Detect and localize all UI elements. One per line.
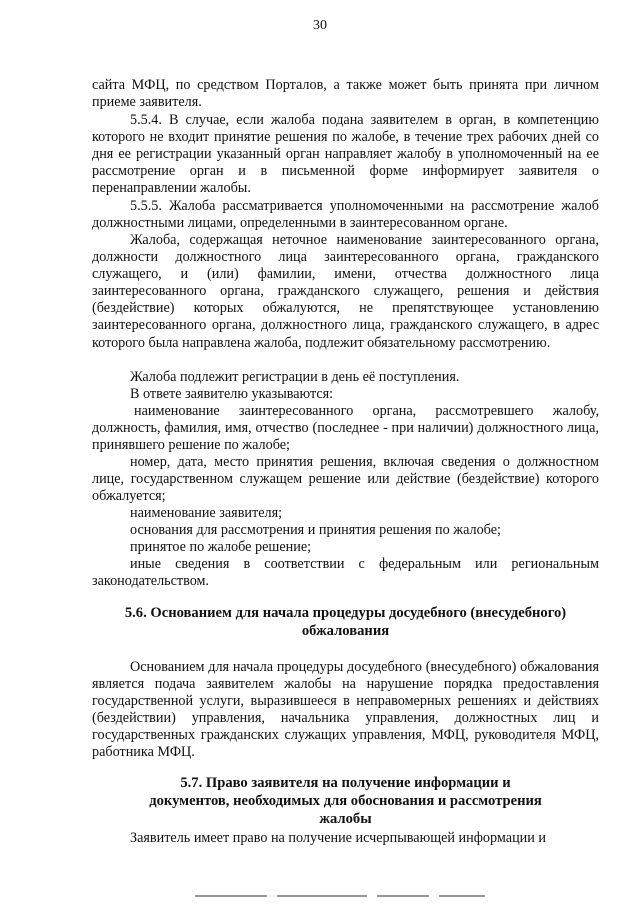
paragraph-registration: Жалоба подлежит регистрации в день её поступления. [130,369,460,385]
paragraph-grounds-for-appeal: Основанием для начала процедуры досудебного (внесудебного) обжалования является подача заявителем жалобы на нарушение порядка предоставления государственной услуги, выразившееся в неправомерных решениях и действиях (бездействии) управления, начальника управления, должностных лиц и государственных гражданских служащих управления, МФЦ, руководителя МФЦ, работника МФЦ. [92,659,599,761]
list-item-authority-name: наименование заинтересованного органа, рассмотревшего жалобу, должность, фамилия, имя, отчество (последнее - при наличии) должностного лица, принявшего решение по жалобе; [92,403,599,454]
list-item-other-info: иные сведения в соответствии с федеральным или региональным законодательством. [92,556,599,590]
cut-off-text-marks [195,893,485,899]
section-heading-5-6: 5.6. Основанием для начала процедуры досудебного (внесудебного) обжалования [124,605,567,639]
page-number: 30 [313,18,327,33]
paragraph-5-5-4: 5.5.4. В случае, если жалоба подана заявителем в орган, в компетенцию которого не входит принятие решения по жалобе, в течение трех рабочих дней со дня ее регистрации указанный орган направляет жалобу в уполномоченный на ее рассмотрение орган и в письменной форме информирует заявителя о перенаправлении жалобы. [92,112,599,197]
paragraph-right-to-information: Заявитель имеет право на получение исчерпывающей информации и [130,830,546,846]
paragraph-5-5-5: 5.5.5. Жалоба рассматривается уполномоченными на рассмотрение жалоб должностными лицами, определенными в заинтересованном органе. [92,198,599,232]
list-item-grounds: основания для рассмотрения и принятия решения по жалобе; [130,522,501,538]
list-item-decision-number: номер, дата, место принятия решения, включая сведения о должностном лице, государственном служащем решение или действие (бездействие) которого обжалуется; [92,454,599,505]
paragraph-inaccurate-complaint: Жалоба, содержащая неточное наименование заинтересованного органа, должности должностного лица заинтересованного органа, гражданского служащего, и (или) фамилии, имени, отчества должностного лица заинтересованного органа, гражданского служащего, решения и действия (бездействие) которых обжалуются, не препятствующее установлению заинтересованного органа, должностного лица, гражданского служащего, в адрес которого была направлена жалоба, подлежит обязательному рассмотрению. [92,232,599,351]
list-item-applicant-name: наименование заявителя; [130,505,283,521]
section-heading-5-7: 5.7. Право заявителя на получение информации и документов, необходимых для обоснования и рассмотрения жалобы [149,775,542,827]
list-item-decision: принятое по жалобе решение; [130,539,312,555]
paragraph-response-contents: В ответе заявителю указываются: [130,386,334,402]
paragraph-intro-continuation: сайта МФЦ, по средством Порталов, а также может быть принята при личном приеме заявителя. [92,77,599,111]
